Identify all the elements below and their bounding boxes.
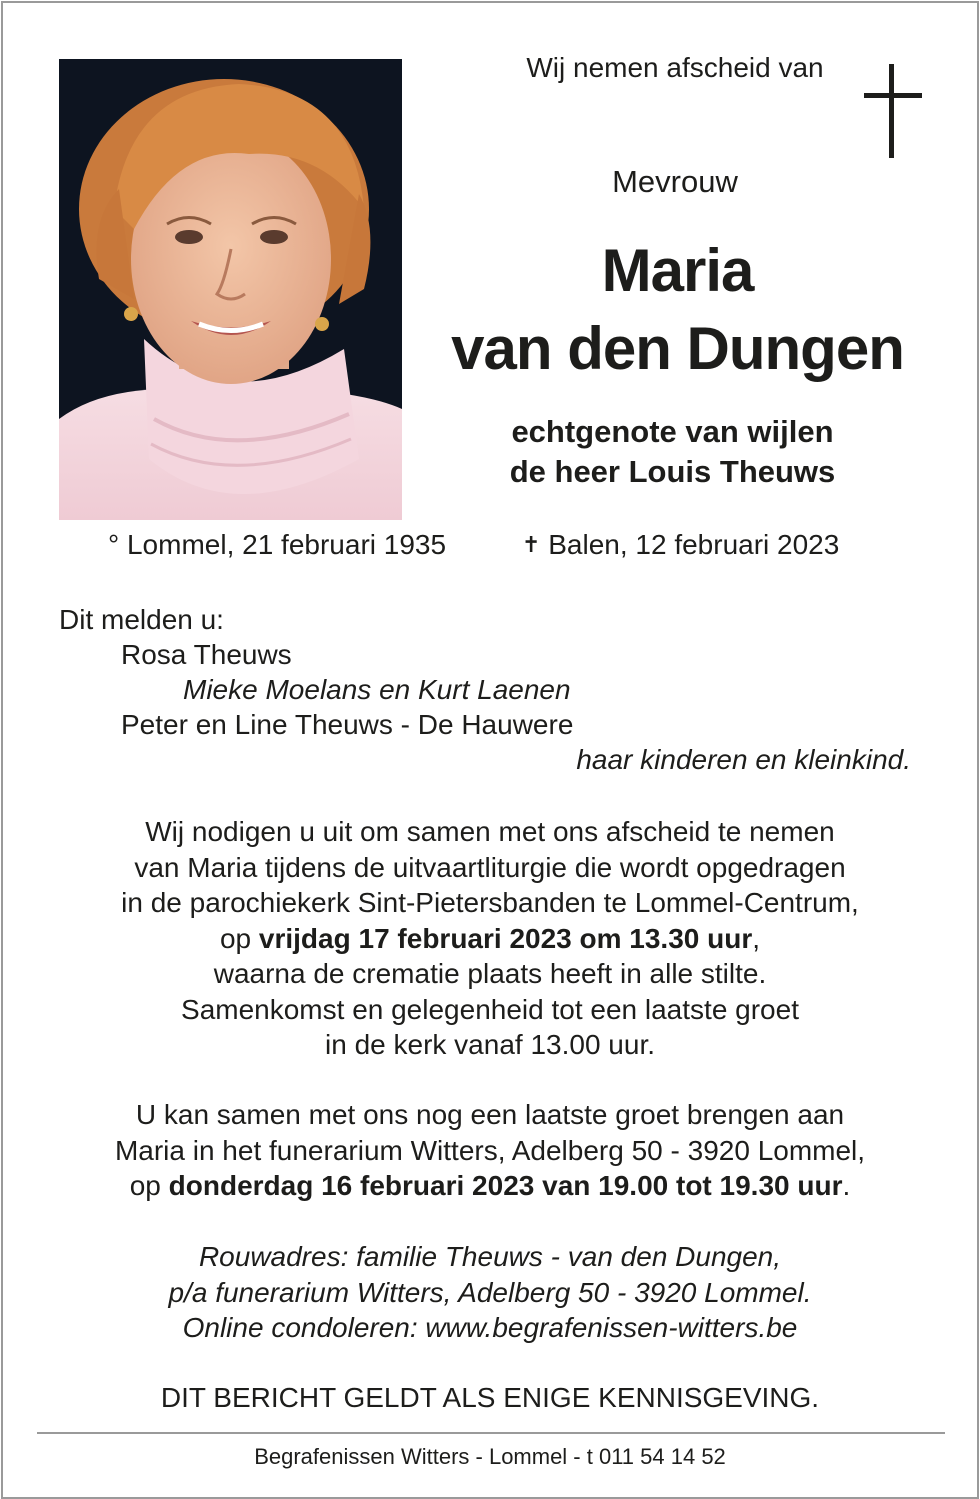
portrait-photo bbox=[59, 59, 402, 520]
service-line: van Maria tijdens de uitvaartliturgie die wordt opgedragen bbox=[134, 851, 846, 883]
announce-intro: Dit melden u: bbox=[59, 604, 224, 635]
death-date bbox=[522, 529, 839, 561]
spouse-line-2: de heer Louis Theuws bbox=[509, 454, 836, 489]
deceased-last-name: van den Dungen bbox=[451, 315, 904, 382]
footer-contact: Begrafenissen Witters - Lommel - t 011 54 14 52 bbox=[254, 1444, 726, 1469]
notice: DIT BERICHT GELDT ALS ENIGE KENNISGEVING. bbox=[160, 1382, 820, 1413]
visitation-date-suffix: . bbox=[842, 1170, 851, 1201]
service-details bbox=[40, 814, 940, 1063]
service-date-line bbox=[40, 921, 940, 957]
visitation-details bbox=[40, 1097, 940, 1204]
death-date-text: Balen, 12 februari 2023 bbox=[548, 529, 840, 560]
family-member: Peter en Line Theuws - De Hauwere bbox=[121, 709, 574, 740]
family-member: Rosa Theuws bbox=[121, 639, 292, 670]
footer-divider bbox=[37, 1432, 945, 1434]
address-line: p/a funerarium Witters, Adelberg 50 - 3920 Lommel. bbox=[168, 1276, 812, 1308]
service-date-suffix: , bbox=[752, 922, 761, 954]
spouse-info bbox=[455, 412, 890, 492]
visitation-date: donderdag 16 februari 2023 van 19.00 tot 19.30 uur bbox=[168, 1170, 843, 1201]
visitation-line: U kan samen met ons nog een laatste groet brengen aan bbox=[135, 1099, 845, 1130]
service-line: Wij nodigen u uit om samen met ons afscheid te nemen bbox=[145, 816, 835, 847]
visitation-date-line bbox=[40, 1168, 940, 1204]
service-date: vrijdag 17 februari 2023 om 13.30 uur bbox=[258, 922, 753, 954]
visitation-line: Maria in het funerarium Witters, Adelberg 50 - 3920 Lommel, bbox=[114, 1134, 866, 1166]
deceased-first-name: Maria bbox=[601, 237, 754, 304]
service-line: Samenkomst en gelegenheid tot een laatste groet bbox=[181, 993, 799, 1025]
honorific: Mevrouw bbox=[612, 164, 738, 199]
spouse-line-1: echtgenote van wijlen bbox=[511, 414, 834, 449]
family-closing: haar kinderen en kleinkind. bbox=[576, 744, 911, 775]
service-line: waarna de crematie plaats heeft in alle stilte. bbox=[213, 958, 767, 989]
family-member: Mieke Moelans en Kurt Laenen bbox=[183, 674, 571, 705]
visitation-date-prefix: op bbox=[129, 1170, 169, 1201]
service-date-prefix: op bbox=[219, 922, 259, 954]
service-line: in de parochiekerk Sint-Pietersbanden te Lommel-Centrum, bbox=[121, 887, 859, 918]
condolence-line: Online condoleren: www.begrafenissen-witters.be bbox=[182, 1312, 798, 1343]
death-cross-icon: ✝ bbox=[522, 532, 541, 557]
service-line: in de kerk vanaf 13.00 uur. bbox=[325, 1029, 655, 1060]
address-line: Rouwadres: familie Theuws - van den Dungen, bbox=[198, 1241, 782, 1272]
birth-date: ° Lommel, 21 februari 1935 bbox=[108, 529, 447, 560]
mourning-address bbox=[40, 1239, 940, 1346]
intro-text: Wij nemen afscheid van bbox=[526, 52, 824, 83]
